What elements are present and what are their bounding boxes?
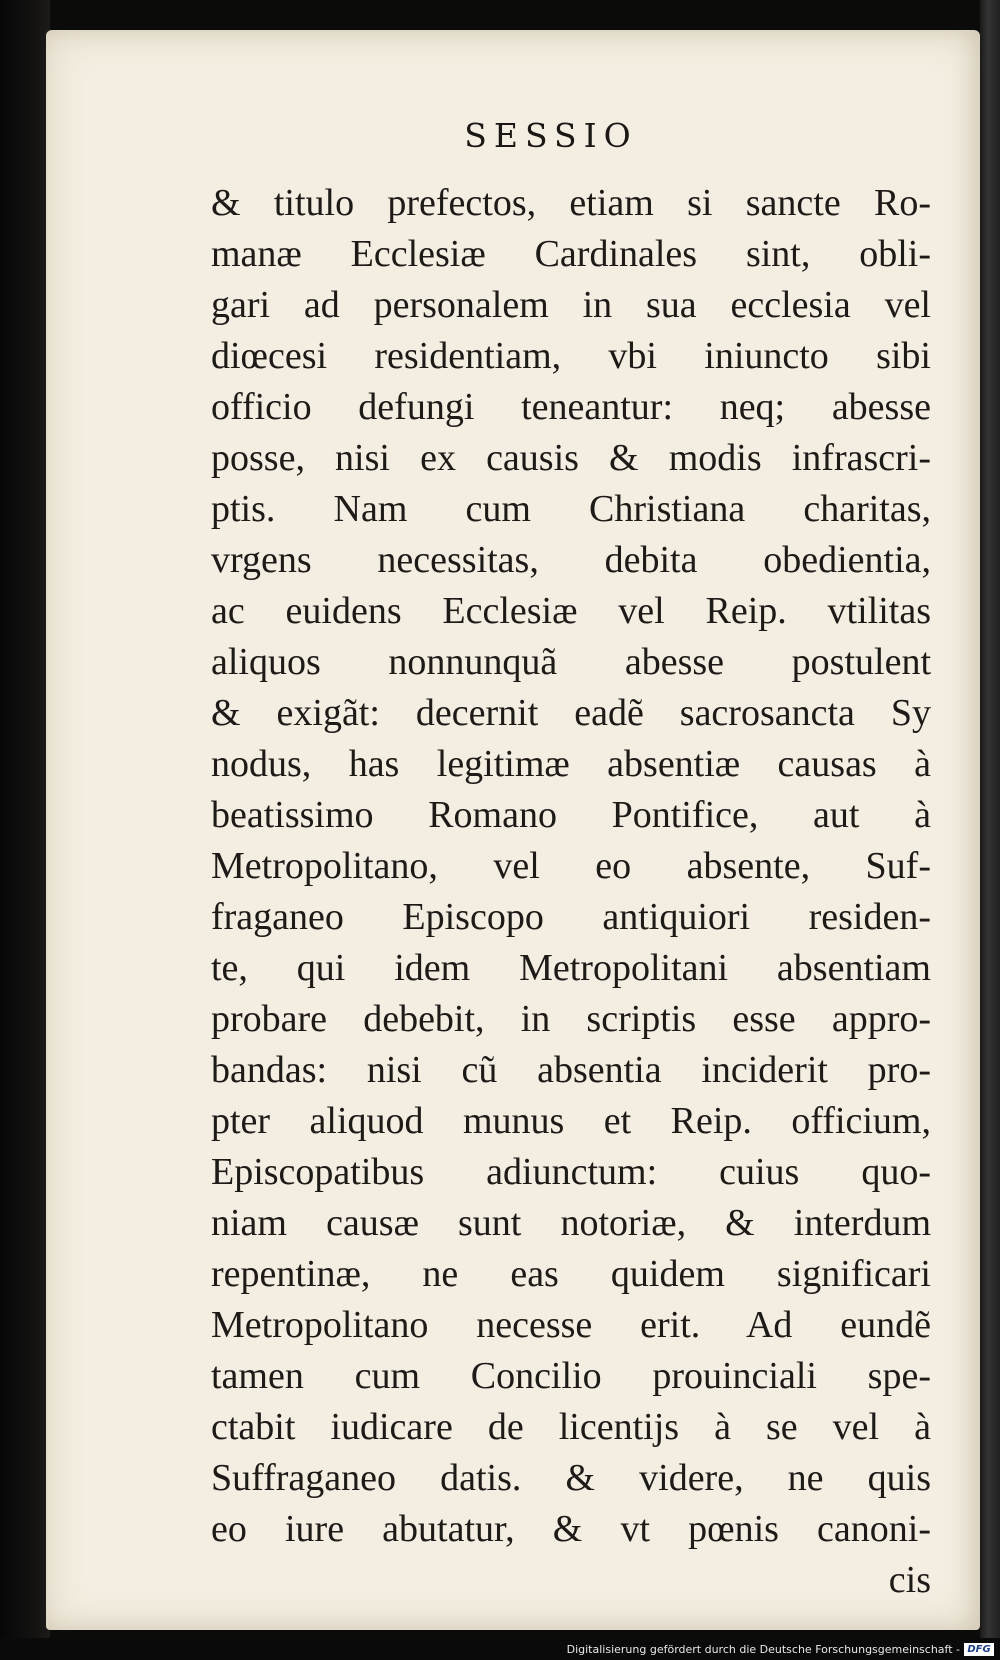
- text-line: vrgens necessitas, debita obedientia,: [211, 539, 931, 581]
- text-line: beatissimo Romano Pontifice, aut à: [211, 794, 931, 836]
- text-line: & titulo prefectos, etiam si sancte Ro-: [211, 182, 931, 224]
- text-line: aliquos nonnunquã abesse postulent: [211, 641, 931, 683]
- text-line: tamen cum Concilio prouinciali spe-: [211, 1355, 931, 1397]
- text-line: pter aliquod munus et Reip. officium,: [211, 1100, 931, 1142]
- text-line: posse, nisi ex causis & modis infrascri-: [211, 437, 931, 479]
- page-body-text: [211, 178, 931, 1606]
- text-line: ptis. Nam cum Christiana charitas,: [211, 488, 931, 530]
- running-header: SESSIO: [464, 116, 638, 155]
- text-line: cis: [888, 1559, 931, 1601]
- book-edge-right: [980, 0, 1000, 1640]
- dfg-logo: DFG: [964, 1643, 994, 1656]
- footer-bar: [0, 1638, 1000, 1660]
- text-line: gari ad personalem in sua ecclesia vel: [211, 284, 931, 326]
- text-line: ac euidens Ecclesiæ vel Reip. vtilitas: [211, 590, 931, 632]
- text-line: officio defungi teneantur: neq; abesse: [211, 386, 931, 428]
- text-line: manæ Ecclesiæ Cardinales sint, obli-: [211, 233, 931, 275]
- text-line: Metropolitano necesse erit. Ad eundẽ: [211, 1304, 931, 1346]
- text-line: Suffraganeo datis. & videre, ne quis: [211, 1457, 931, 1499]
- text-line: Episcopatibus adiunctum: cuius quo-: [211, 1151, 931, 1193]
- text-line: diœcesi residentiam, vbi iniuncto sibi: [211, 335, 931, 377]
- text-line: probare debebit, in scriptis esse appro-: [211, 998, 931, 1040]
- text-line: Metropolitano, vel eo absente, Suf-: [211, 845, 931, 887]
- text-line: te, qui idem Metropolitani absentiam: [211, 947, 931, 989]
- text-line: nodus, has legitimæ absentiæ causas à: [211, 743, 931, 785]
- text-line: bandas: nisi cũ absentia inciderit pro-: [211, 1049, 931, 1091]
- text-line: niam causæ sunt notoriæ, & interdum: [211, 1202, 931, 1244]
- text-line: repentinæ, ne eas quidem significari: [211, 1253, 931, 1295]
- text-line: & exigãt: decernit eadẽ sacrosancta Sy: [211, 692, 931, 734]
- text-line: eo iure abutatur, & vt pœnis canoni-: [211, 1508, 931, 1550]
- text-line: ctabit iudicare de licentijs à se vel à: [211, 1406, 931, 1448]
- book-edge-left: [0, 0, 50, 1640]
- text-line: fraganeo Episcopo antiquiori residen-: [211, 896, 931, 938]
- book-page: [46, 30, 980, 1630]
- footer-credit: Digitalisierung gefördert durch die Deutsche Forschungsgemeinschaft -: [566, 1643, 960, 1656]
